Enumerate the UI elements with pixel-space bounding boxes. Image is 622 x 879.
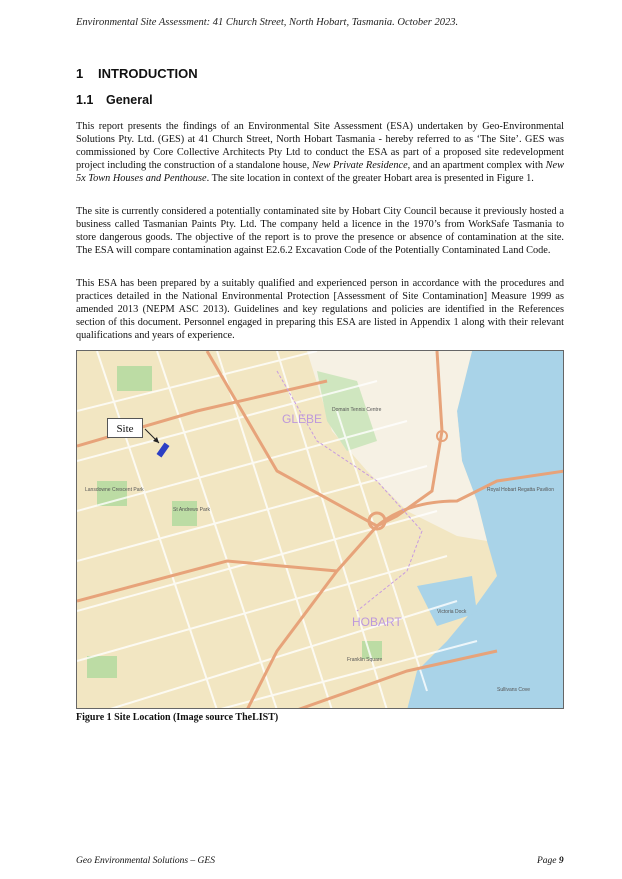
subsection-title: General bbox=[106, 93, 153, 107]
p1-text-d: New 5x Town Houses and Penthouse bbox=[76, 160, 564, 185]
running-header: Environmental Site Assessment: 41 Church Street, North Hobart, Tasmania. October 2023. bbox=[76, 17, 459, 28]
subsection-heading bbox=[76, 93, 153, 107]
park-4 bbox=[87, 656, 117, 678]
site-location-map bbox=[76, 350, 564, 709]
p1-text-e: . The site location in context of the greater Hobart area is presented in Figure 1. bbox=[206, 173, 534, 185]
label-glebe: GLEBE bbox=[282, 412, 323, 426]
label-st-andrews: St Andrews Park bbox=[173, 507, 210, 513]
p1-text-a: This report presents the findings of an Environmental Site Assessment (ESA) undertaken by Geo-Environmental Solutions Pty. Ltd. (GES) at 41 Church Street, North Hobart Tasmania - hereby referred to as ‘The Site’. GES was commissioned by Core Collective Architects Pty Ltd to conduct the ESA as part of a proposed site redevelopment project including the construction of a standalone house, bbox=[76, 121, 564, 172]
site-marker bbox=[157, 443, 170, 458]
label-regatta: Royal Hobart Regatta Pavilion bbox=[487, 487, 554, 493]
section-number: 1 bbox=[76, 66, 84, 81]
map-graphic bbox=[77, 351, 564, 709]
subsection-number: 1.1 bbox=[76, 93, 94, 107]
label-sullivans-cove: Sullivans Cove bbox=[497, 687, 531, 693]
label-victoria-dock: Victoria Dock bbox=[437, 609, 467, 615]
label-lansdowne: Lansdowne Crescent Park bbox=[85, 487, 144, 493]
paragraph-3: This ESA has been prepared by a suitably qualified and experienced person in accordance with the procedures and practices detailed in the National Environmental Protection [Assessment of Site Contamination] Measure 1999 as amended 2013 (NEPM ASC 2013). Guidelines and key regulations and policies are identified in the References section of this document. Personnel engaged in preparing this ESA are listed in Appendix 1 along with their relevant qualifications and years of experience. bbox=[76, 278, 564, 342]
label-hobart: HOBART bbox=[352, 615, 402, 629]
section-title: INTRODUCTION bbox=[98, 66, 198, 81]
park-1 bbox=[117, 366, 152, 391]
p1-text-b: New Private Residence, bbox=[311, 160, 411, 172]
footer-left: Geo Environmental Solutions – GES bbox=[76, 856, 215, 866]
site-label: Site bbox=[107, 418, 143, 438]
park-3 bbox=[172, 501, 197, 526]
figure-caption: Figure 1 Site Location (Image source TheLIST) bbox=[76, 712, 279, 723]
page-label: Page bbox=[537, 856, 559, 866]
label-domain-tennis: Domain Tennis Centre bbox=[332, 407, 382, 413]
section-heading bbox=[76, 66, 198, 81]
label-franklin-square: Franklin Square bbox=[347, 657, 383, 663]
paragraph-1 bbox=[76, 120, 564, 185]
paragraph-2: The site is currently considered a potentially contaminated site by Hobart City Council because it previously hosted a business called Tasmanian Paints Pty. Ltd. The company held a licence in the 1970’s from WorkSafe Tasmania to store dangerous goods. The objective of the report is to prove the presence or absence of contamination at the site. The ESA will compare contamination against E2.6.2 Excavation Code of the Potentially Contaminated Land Code. bbox=[76, 206, 564, 257]
p1-text-c: and an apartment complex with bbox=[410, 160, 546, 172]
page-number: 9 bbox=[558, 856, 564, 866]
footer-page bbox=[537, 856, 564, 866]
